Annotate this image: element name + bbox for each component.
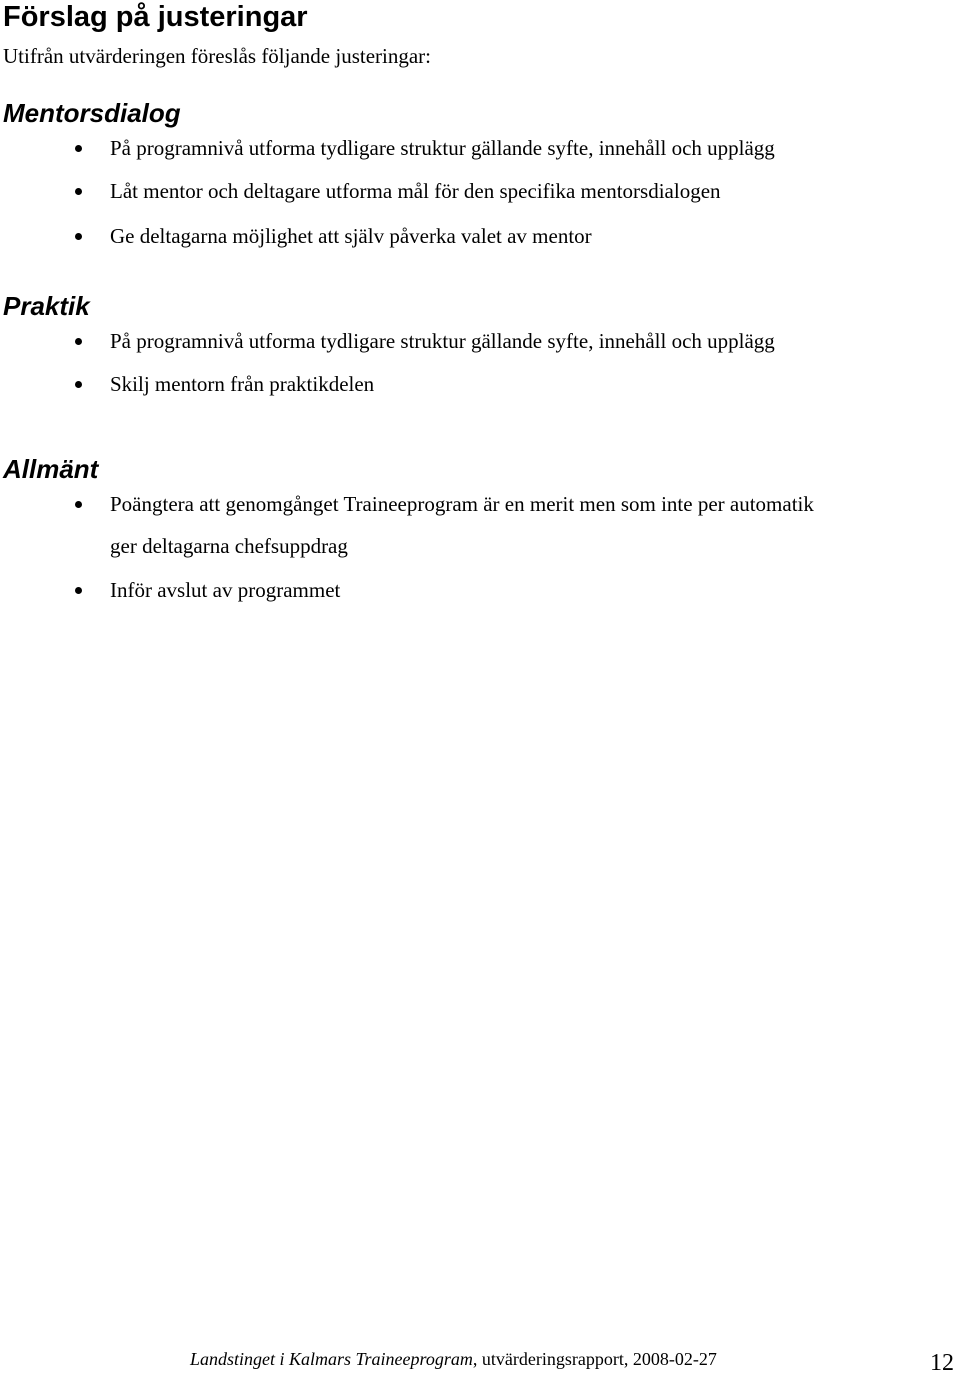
list-item-text: Låt mentor och deltagare utforma mål för den specifika mentorsdialogen — [110, 179, 721, 203]
bullet-icon — [75, 381, 82, 388]
list-item — [0, 372, 960, 396]
section-heading-mentorsdialog: Mentorsdialog — [3, 98, 181, 128]
list-item-text: Inför avslut av programmet — [110, 578, 341, 602]
bullet-icon — [75, 188, 82, 195]
page-title: Förslag på justeringar — [3, 1, 308, 33]
bullet-icon — [75, 338, 82, 345]
footer-report-info: , utvärderingsrapport, 2008-02-27 — [472, 1349, 717, 1369]
list-item-text: Ge deltagarna möjlighet att själv påverka valet av mentor — [110, 224, 592, 248]
list-item — [0, 492, 960, 516]
list-item-text: Skilj mentorn från praktikdelen — [110, 372, 375, 396]
list-item-text: På programnivå utforma tydligare struktur gällande syfte, innehåll och upplägg — [110, 329, 775, 353]
section-heading-allmant: Allmänt — [3, 454, 99, 484]
bullet-icon — [75, 501, 82, 508]
list-item-text: Poängtera att genomgånget Traineeprogram är en merit men som inte per automatik — [110, 492, 814, 516]
page-footer — [190, 1348, 717, 1370]
list-item — [0, 224, 960, 248]
section-heading-praktik: Praktik — [3, 291, 90, 321]
bullet-icon — [75, 233, 82, 240]
list-item-continuation: ger deltagarna chefsuppdrag — [110, 534, 348, 558]
footer-organization: Landstinget i Kalmars Traineeprogram — [190, 1349, 473, 1369]
list-item — [0, 329, 960, 353]
list-item — [0, 578, 960, 602]
page-number: 12 — [930, 1350, 954, 1376]
list-item — [0, 136, 960, 160]
intro-text: Utifrån utvärderingen föreslås följande justeringar: — [3, 44, 432, 68]
list-item — [0, 179, 960, 203]
list-item-text: På programnivå utforma tydligare struktur gällande syfte, innehåll och upplägg — [110, 136, 775, 160]
bullet-icon — [75, 587, 82, 594]
bullet-icon — [75, 145, 82, 152]
